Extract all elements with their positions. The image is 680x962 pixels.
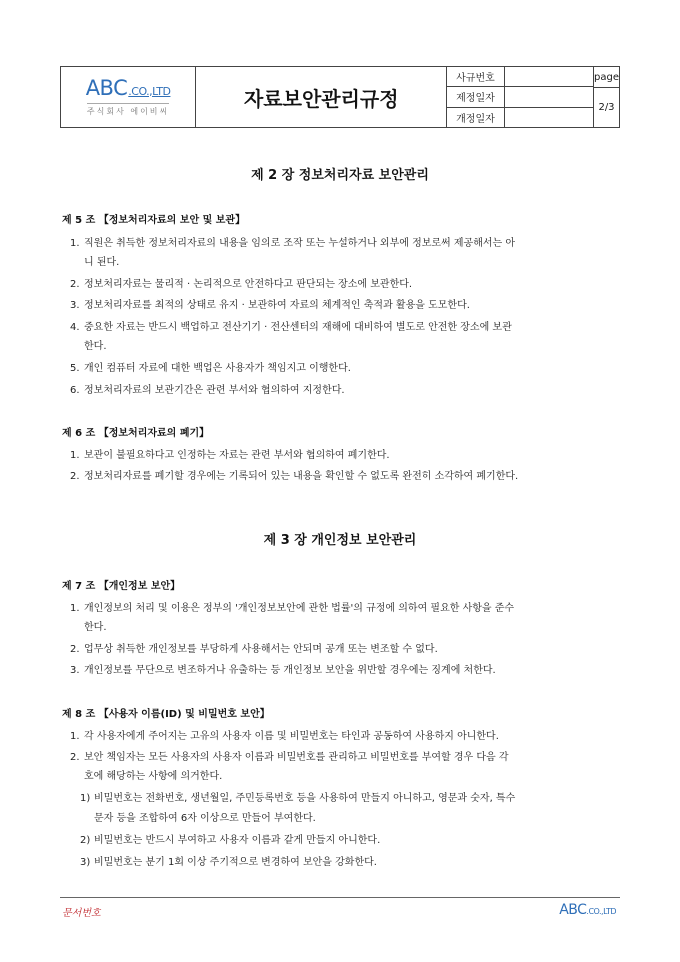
value-regulation-number [505, 67, 593, 87]
label-regulation-number: 사규번호 [447, 67, 503, 87]
list-item: 2. 정보처리자료를 폐기할 경우에는 기록되어 있는 내용을 확인할 수 없도록 완전히 소각하여 폐기한다. [70, 471, 519, 482]
footer-document-number-label: 문서번호 [62, 908, 101, 919]
page-number: 2/3 [598, 102, 615, 113]
sub-list-item: 3) 비밀번호는 분기 1회 이상 주기적으로 변경하여 보안을 강화한다. [80, 857, 377, 868]
list-item: 2. 정보처리자료는 물리적 · 논리적으로 안전하다고 판단되는 장소에 보관한다. [70, 279, 413, 290]
footer-logo: ABC.CO.,LTD [559, 902, 616, 918]
page-cell [594, 67, 619, 127]
company-logo [61, 67, 196, 127]
list-item: 3. 개인정보를 무단으로 변조하거나 유출하는 등 개인정보 보안을 위반할 경우에는 징계에 처한다. [70, 665, 496, 676]
sub-list-item: 2) 비밀번호는 반드시 부여하고 사용자 이름과 같게 만들지 아니한다. [80, 835, 381, 846]
list-item: 4. 중요한 자료는 반드시 백업하고 전산기기 · 전산센터의 재해에 대비하여 별도로 안전한 장소에 보관 [70, 322, 512, 333]
meta-labels [447, 67, 504, 127]
sub-list-item-continuation: 문자 등을 조합하여 6자 이상으로 만들어 부여한다. [94, 813, 316, 824]
list-item-continuation: 니 된다. [84, 257, 120, 268]
list-item: 1. 개인정보의 처리 및 이용은 정부의 '개인정보보안에 관한 법률'의 규정에 의하여 필요한 사항을 준수 [70, 603, 515, 614]
page-label: page [594, 67, 619, 88]
logo-wordmark: ABC.CO.,LTD [85, 75, 171, 100]
chapter-3-heading: 제 3 장 개인정보 보안관리 [263, 533, 417, 548]
list-item: 2. 업무상 취득한 개인정보를 부당하게 사용해서는 안되며 공개 또는 변조할 수 없다. [70, 644, 438, 655]
list-item: 2. 보안 책임자는 모든 사용자의 사용자 이름과 비밀번호를 관리하고 비밀번호를 부여할 경우 다음 각 [70, 752, 509, 763]
list-item: 6. 정보처리자료의 보관기간은 관련 부서와 협의하여 지정한다. [70, 385, 345, 396]
list-item-continuation: 한다. [84, 341, 107, 352]
meta-values [505, 67, 594, 127]
list-item: 1. 각 사용자에게 주어지는 고유의 사용자 이름 및 비밀번호는 타인과 공동하여 사용하지 아니한다. [70, 731, 499, 742]
list-item: 1. 직원은 취득한 정보처리자료의 내용을 임의로 조작 또는 누설하거나 외부에 정보로써 제공해서는 아 [70, 238, 516, 249]
list-item-continuation: 한다. [84, 622, 107, 633]
document-title: 자료보안관리규정 [196, 67, 447, 127]
footer-divider [60, 897, 620, 898]
label-enactment-date: 제정일자 [447, 87, 503, 107]
article-8-title: 제 8 조 【사용자 이름(ID) 및 비밀번호 보안】 [62, 709, 270, 720]
article-5-title: 제 5 조 【정보처리자료의 보안 및 보관】 [62, 215, 246, 226]
article-7-title: 제 7 조 【개인정보 보안】 [62, 581, 181, 592]
list-item: 1. 보관이 불필요하다고 인정하는 자료는 관련 부서와 협의하여 폐기한다. [70, 450, 390, 461]
list-item: 5. 개인 컴퓨터 자료에 대한 백업은 사용자가 책임지고 이행한다. [70, 363, 351, 374]
list-item: 3. 정보처리자료를 최적의 상태로 유지 · 보관하여 자료의 체계적인 축적과 활용을 도모한다. [70, 300, 470, 311]
value-revision-date [505, 108, 593, 127]
article-6-title: 제 6 조 【정보처리자료의 폐기】 [62, 428, 210, 439]
list-item-continuation: 호에 해당하는 사항에 의거한다. [84, 771, 223, 782]
chapter-2-heading: 제 2 장 정보처리자료 보안관리 [251, 168, 429, 183]
value-enactment-date [505, 87, 593, 107]
logo-subtitle: 주식회사 에이비씨 [87, 103, 169, 117]
document-header [60, 66, 620, 128]
label-revision-date: 개정일자 [456, 113, 495, 125]
sub-list-item: 1) 비밀번호는 전화번호, 생년월일, 주민등록번호 등을 사용하여 만들지 아니하고, 영문과 숫자, 특수 [80, 793, 516, 804]
